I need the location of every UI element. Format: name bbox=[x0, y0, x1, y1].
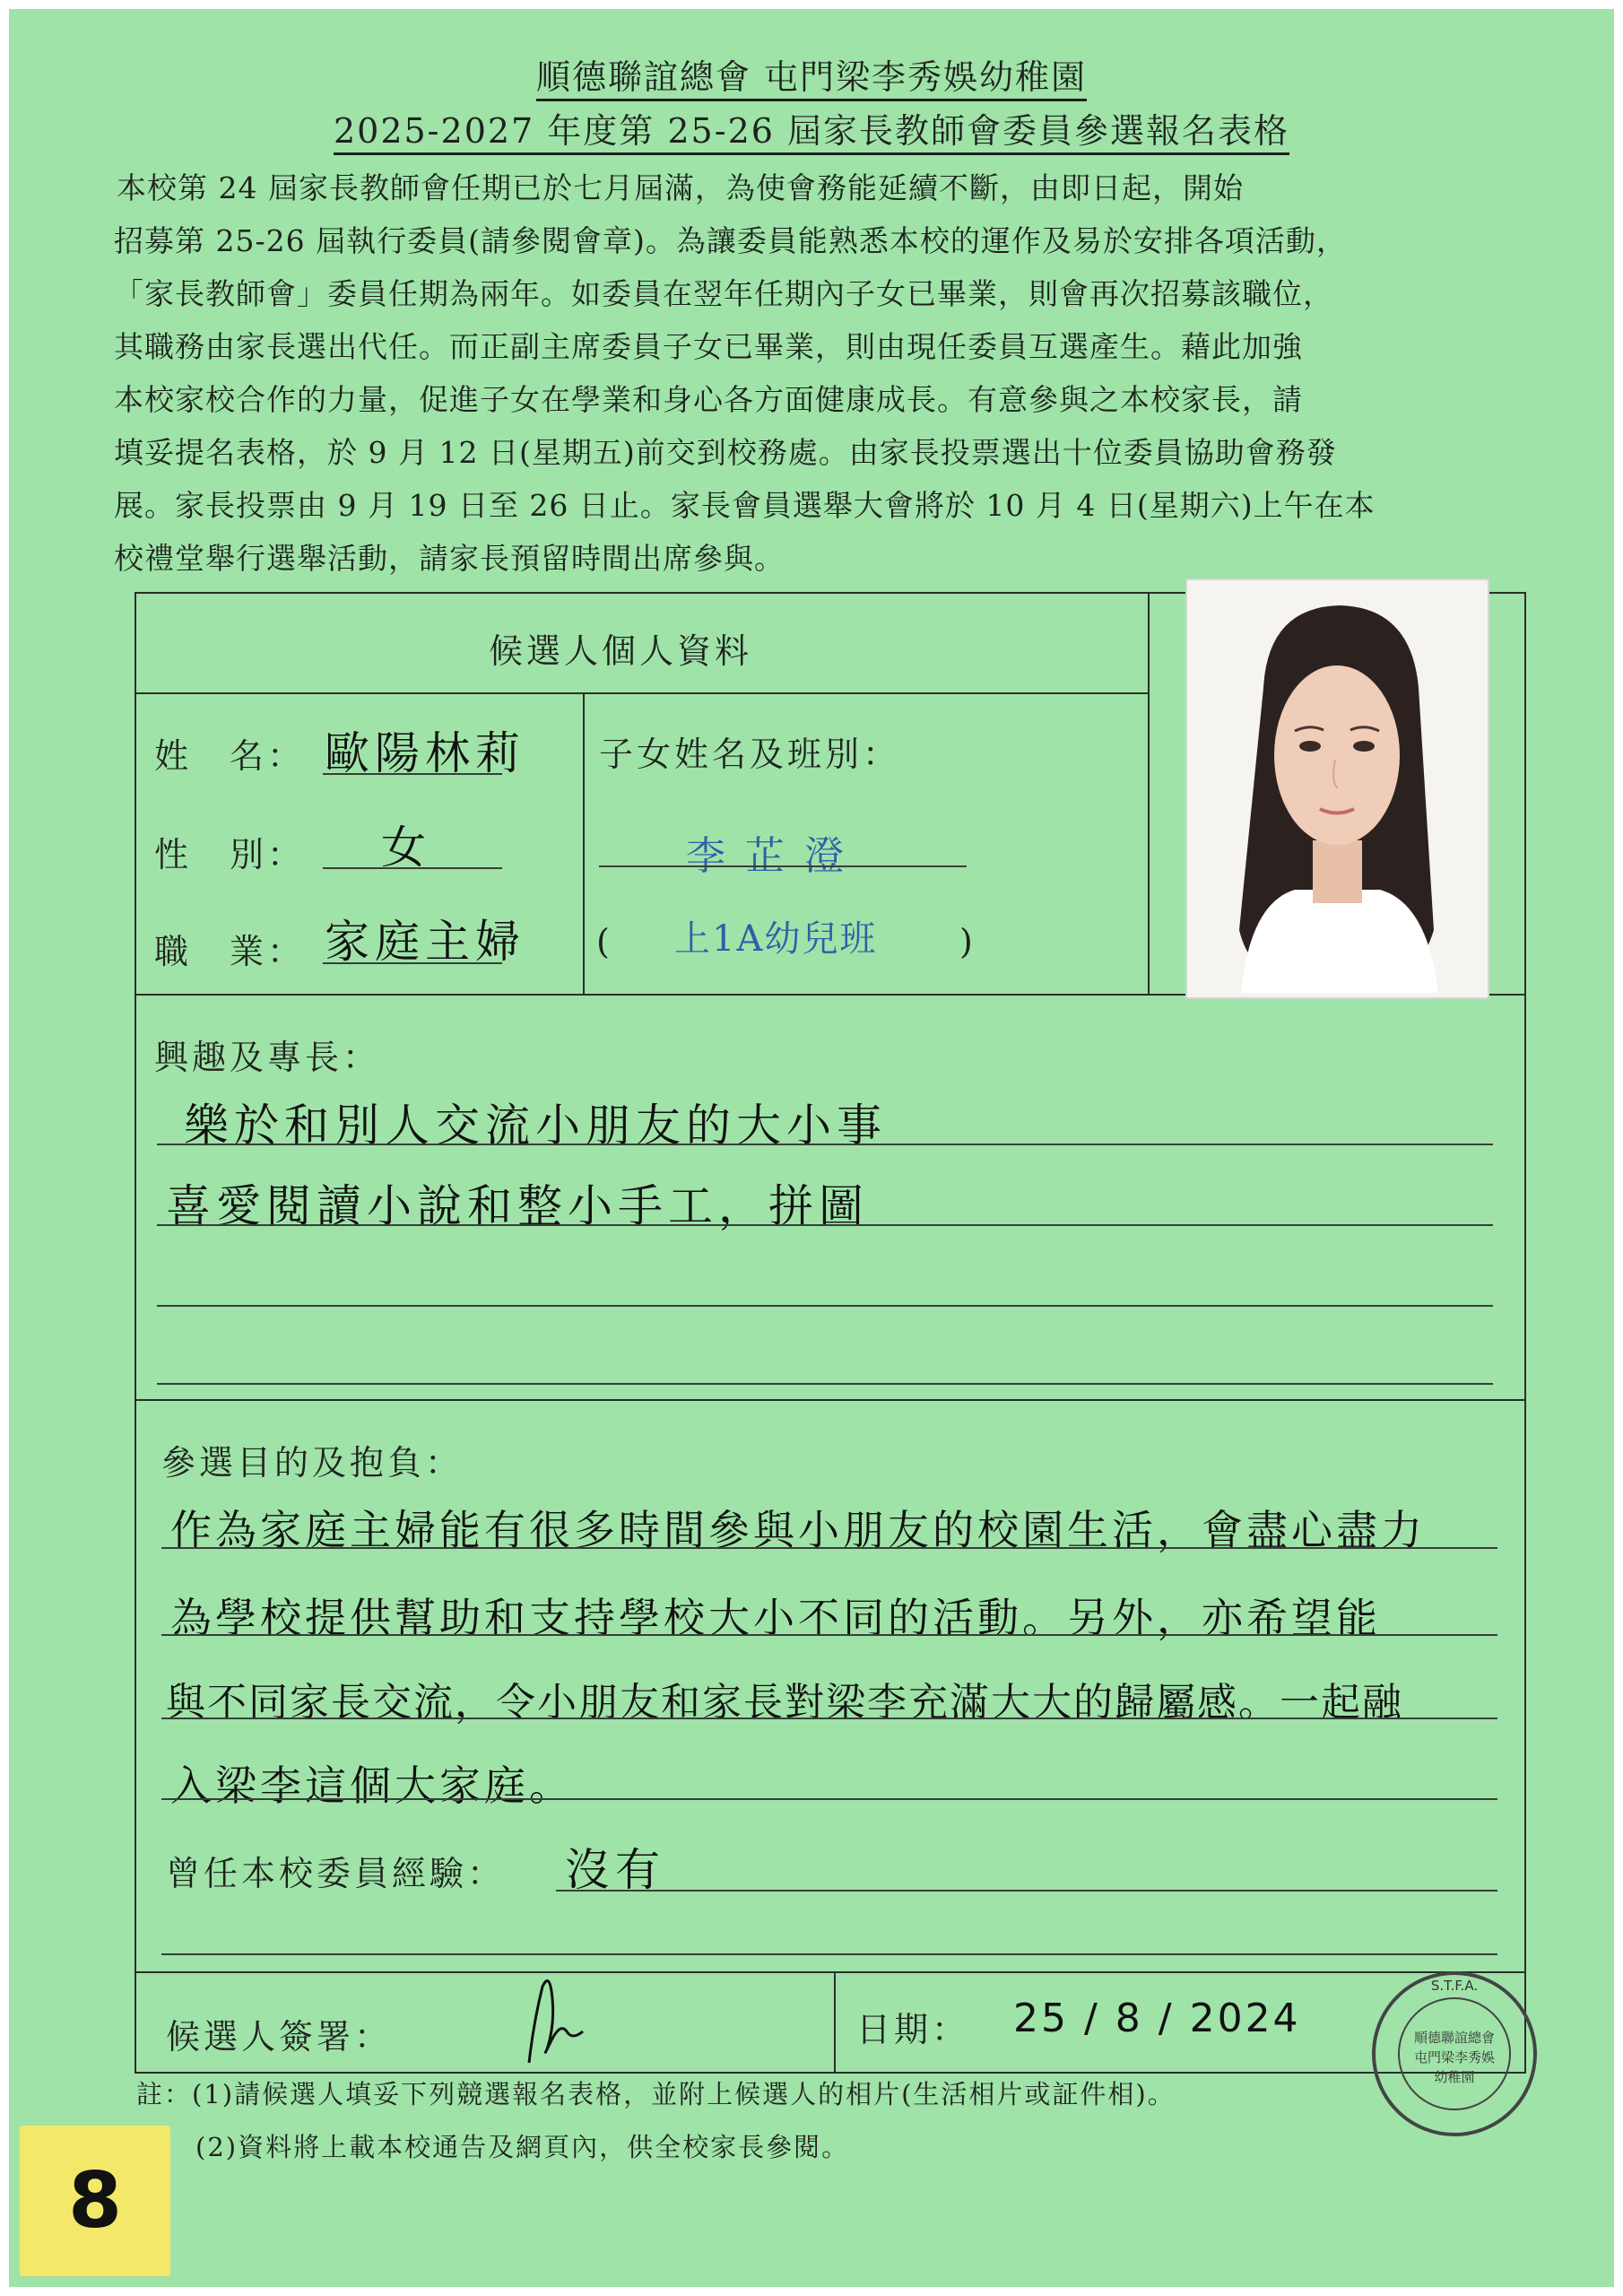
section-title: 候選人個人資料 bbox=[489, 631, 753, 671]
personal-col-divider bbox=[583, 692, 585, 994]
occupation-underline bbox=[323, 962, 502, 964]
page-number-sticker bbox=[20, 2126, 170, 2276]
goals-line: 與不同家長交流，令小朋友和家長對梁李充滿大大的歸屬感。一起融 bbox=[166, 1680, 1403, 1726]
school-stamp bbox=[1369, 1969, 1540, 2139]
signature-scribble bbox=[511, 1969, 601, 2067]
interests-rule bbox=[157, 1144, 1493, 1145]
stamp-top-text: S.T.F.A. bbox=[1430, 1978, 1479, 1994]
photo-col-divider bbox=[1148, 592, 1150, 994]
note-2: (2)資料將上載本校通告及網頁內，供全校家長參閱。 bbox=[195, 2132, 850, 2162]
name-value: 歐陽林莉 bbox=[325, 727, 525, 779]
goals-rule bbox=[161, 1718, 1497, 1719]
goals-line: 入梁李這個大家庭。 bbox=[170, 1761, 574, 1810]
date-label: 日期： bbox=[856, 2010, 970, 2049]
goals-label: 參選目的及抱負： bbox=[161, 1443, 464, 1483]
svg-text:屯門梁李秀娛: 屯門梁李秀娛 bbox=[1413, 2049, 1496, 2066]
interests-rule bbox=[157, 1383, 1493, 1385]
page-number: 8 bbox=[68, 2156, 122, 2246]
experience-value: 沒有 bbox=[565, 1844, 665, 1896]
intro-line: 本校第 24 屆家長教師會任期已於七月屆滿，為使會務能延續不斷，由即日起，開始 bbox=[117, 170, 1244, 205]
experience-rule bbox=[556, 1890, 1497, 1892]
blank-rule bbox=[161, 1953, 1497, 1955]
gender-label: 性 別： bbox=[154, 835, 306, 874]
intro-line: 其職務由家長選出代任。而正副主席委員子女已畢業，則由現任委員互選產生。藉此加強 bbox=[114, 329, 1303, 364]
table-border-bottom bbox=[135, 2072, 1526, 2074]
child-label: 子女姓名及班別： bbox=[599, 735, 901, 774]
goals-line: 作為家庭主婦能有很多時間參與小朋友的校園生活，會盡心盡力 bbox=[170, 1506, 1426, 1554]
intro-paragraph bbox=[114, 161, 1551, 585]
intro-line: 填妥提名表格，於 9 月 12 日(星期五)前交到校務處。由家長投票選出十位委員協助會務發 bbox=[114, 435, 1337, 470]
intro-line: 「家長教師會」委員任期為兩年。如委員在翌年任期內子女已畢業，則會再次招募該職位， bbox=[114, 276, 1333, 311]
child-name-value: 李芷澄 bbox=[686, 833, 864, 879]
portrait-image bbox=[1187, 580, 1488, 997]
experience-label: 曾任本校委員經驗： bbox=[166, 1854, 506, 1893]
svg-text:順德聯誼總會: 順德聯誼總會 bbox=[1413, 2030, 1496, 2046]
section-title-divider bbox=[135, 692, 1148, 694]
candidate-photo bbox=[1185, 578, 1489, 999]
date-value: 25 / 8 / 2024 bbox=[1013, 1996, 1301, 2041]
child-name-underline bbox=[599, 865, 967, 867]
signature-label: 候選人簽署： bbox=[166, 2017, 393, 2057]
gender-underline bbox=[323, 867, 502, 869]
intro-line: 招募第 25-26 屆執行委員(請參閱會章)。為讓委員能熟悉本校的運作及易於安排各項活動， bbox=[114, 223, 1347, 258]
intro-line: 校禮堂舉行選舉活動，請家長預留時間出席參與。 bbox=[114, 541, 785, 576]
svg-text:幼稚園: 幼稚園 bbox=[1434, 2069, 1475, 2085]
name-underline bbox=[323, 773, 502, 775]
table-border-left bbox=[135, 592, 136, 2072]
occupation-value: 家庭主婦 bbox=[325, 916, 525, 968]
signature-col-divider bbox=[834, 1971, 836, 2072]
intro-line: 本校家校合作的力量，促進子女在學業和身心各方面健康成長。有意參與之本校家長，請 bbox=[114, 382, 1303, 417]
form-title: 2025-2027 年度第 25-26 屆家長教師會委員參選報名表格 bbox=[0, 103, 1623, 152]
note-1: 註：(1)請候選人填妥下列競選報名表格，並附上候選人的相片(生活相片或証件相)。 bbox=[136, 2079, 1176, 2109]
goals-line: 為學校提供幫助和支持學校大小不同的活動。另外，亦希望能 bbox=[170, 1594, 1381, 1642]
interests-line: 喜愛閱讀小說和整小手工，拼圖 bbox=[166, 1180, 869, 1232]
gender-value: 女 bbox=[381, 822, 431, 874]
goals-rule bbox=[161, 1634, 1497, 1636]
goals-rule bbox=[161, 1798, 1497, 1800]
interests-bottom-divider bbox=[135, 1399, 1526, 1401]
table-border-right bbox=[1524, 592, 1526, 2072]
interests-label: 興趣及專長： bbox=[154, 1038, 381, 1077]
intro-line: 展。家長投票由 9 月 19 日至 26 日止。家長會員選舉大會將於 10 月 4 日(星期六)上午在本 bbox=[114, 488, 1376, 523]
interests-line: 樂於和別人交流小朋友的大小事 bbox=[184, 1100, 887, 1152]
signature-row-divider bbox=[135, 1971, 1526, 1973]
school-title: 順德聯誼總會 屯門梁李秀娛幼稚園 bbox=[0, 49, 1623, 99]
interests-rule bbox=[157, 1305, 1493, 1307]
interests-rule bbox=[157, 1224, 1493, 1226]
class-close-paren: ) bbox=[959, 922, 976, 961]
occupation-label: 職 業： bbox=[154, 932, 306, 971]
class-value: 上1A幼兒班 bbox=[674, 918, 878, 960]
class-open-paren: ( bbox=[596, 922, 613, 961]
name-label: 姓 名： bbox=[154, 736, 306, 776]
goals-rule bbox=[161, 1547, 1497, 1549]
